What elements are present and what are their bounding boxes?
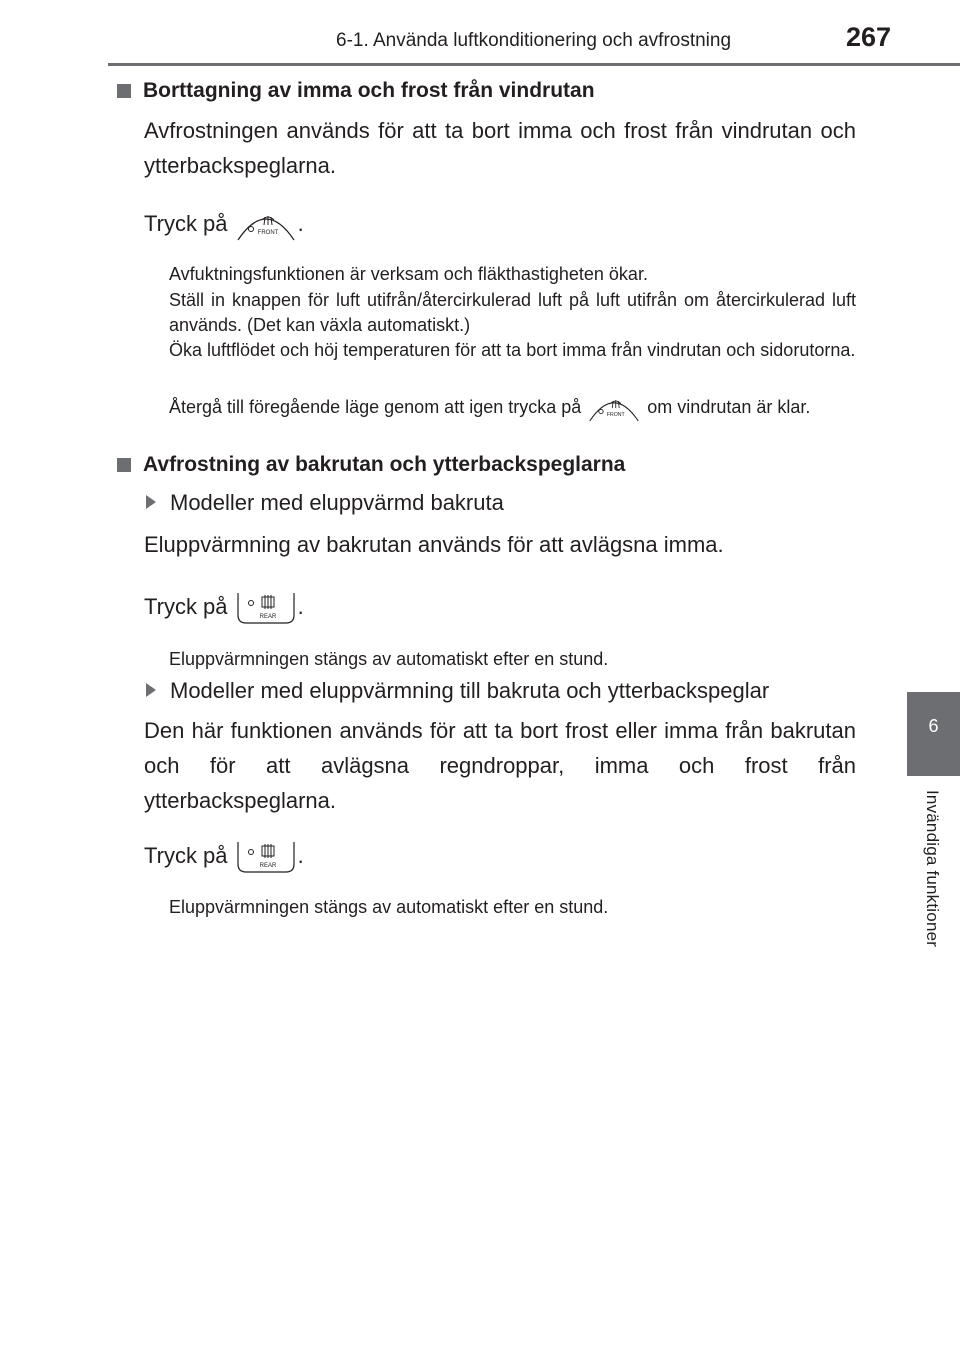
rear-defogger-button-icon [236, 591, 296, 625]
press-rear-instruction-1: Tryck på REAR . [144, 589, 856, 625]
paragraph-rear-heating: Eluppvärmning av bakrutan används för att avlägsna imma. [144, 532, 724, 557]
front-defroster-button-icon [236, 208, 296, 242]
svg-text:REAR: REAR [259, 863, 276, 870]
note-outside-air: Ställ in knappen för luft utifrån/återcirkulerad luft på luft utifrån om återcirkulerad luft används. (Det kan växla automatiskt.) [169, 290, 856, 335]
paragraph-mirror-heating: Den här funktionen används för att ta bort frost eller imma från bakrutan och för att avlägsna regndroppar, imma och frost från ytterbackspeglarna. [144, 718, 856, 813]
svg-text:REAR: REAR [259, 614, 276, 621]
subheading-rear-heated: Modeller med eluppvärmd bakruta [144, 490, 504, 516]
header-divider [108, 63, 960, 66]
section-heading-rear: Avfrostning av bakrutan och ytterbackspeglarna [117, 453, 625, 477]
triangle-arrow-icon [146, 495, 156, 509]
note-airflow: Öka luftflödet och höj temperaturen för att ta bort imma från vindrutan och sidorutorna. [169, 340, 856, 360]
note-auto-off-2: Eluppvärmningen stängs av automatiskt efter en stund. [169, 897, 609, 917]
svg-text:FRONT: FRONT [257, 230, 278, 237]
rear-defogger-button-icon [236, 840, 296, 874]
page-number: 267 [846, 22, 892, 52]
front-defroster-button-icon [588, 393, 640, 423]
square-bullet-icon [117, 458, 131, 472]
chapter-label: Invändiga funktioner [923, 790, 942, 948]
note-return-previous: Återgå till föregående läge genom att igen trycka på FRONT om vindrutan är klar. [169, 393, 856, 423]
svg-text:FRONT: FRONT [607, 411, 625, 418]
press-rear-instruction-2: Tryck på REAR . [144, 838, 856, 874]
subheading-rear-mirrors: Modeller med eluppvärmning till bakruta och ytterbackspeglar [144, 678, 769, 704]
chapter-tab [907, 692, 960, 776]
press-front-instruction: Tryck på FRONT . [144, 206, 856, 242]
triangle-arrow-icon [146, 683, 156, 697]
square-bullet-icon [117, 84, 131, 98]
section-heading-windshield: Borttagning av imma och frost från vindrutan [117, 79, 595, 103]
note-auto-off-1: Eluppvärmningen stängs av automatiskt efter en stund. [169, 649, 609, 669]
chapter-number: 6 [928, 716, 939, 736]
note-dehumidify: Avfuktningsfunktionen är verksam och fläkthastigheten ökar. [169, 264, 648, 284]
running-header: 6-1. Använda luftkonditionering och avfrostning [336, 30, 732, 51]
paragraph-defroster: Avfrostningen används för att ta bort imma och frost från vindrutan och ytterbackspeglarna. [144, 118, 856, 178]
